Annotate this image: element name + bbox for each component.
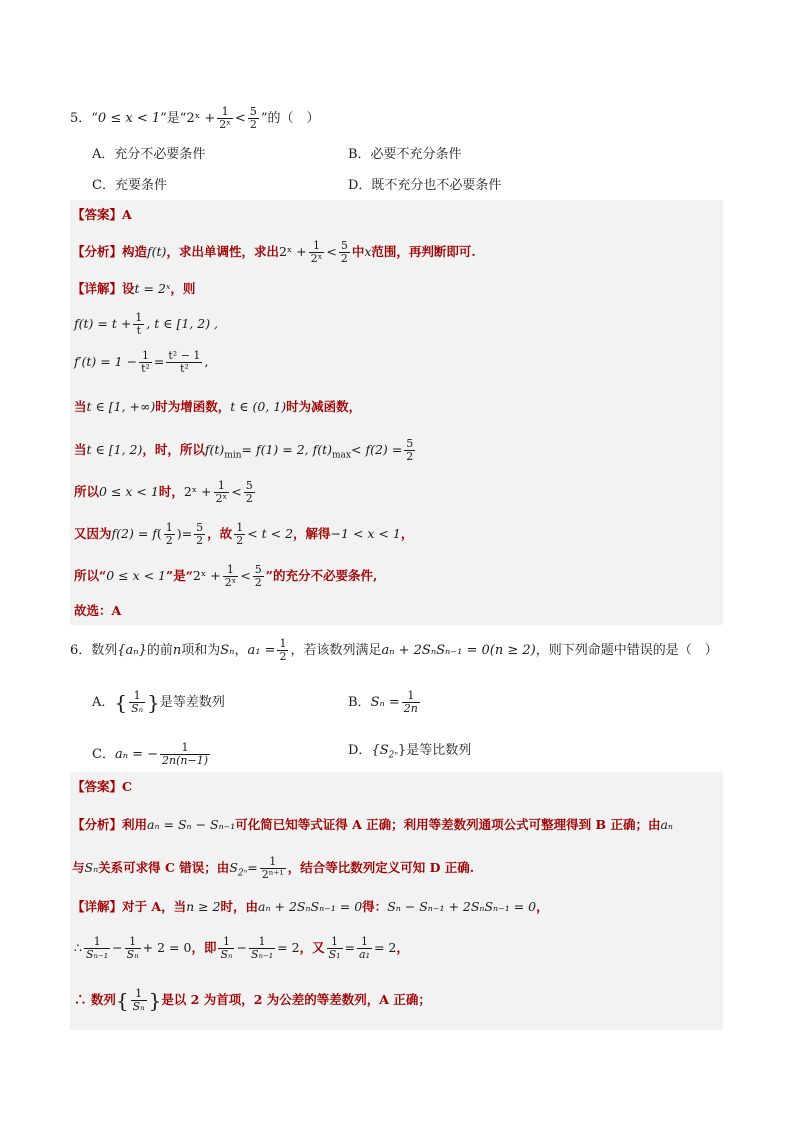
q5-analysis: 【分析】构造f(t)，求出单调性，求出2ˣ + $\frac{1}{\text{2ˣ}}$ < $\frac{5}{2}$ 中x范围，再判断即可.	[72, 239, 476, 265]
q6-answer: 【答案】C	[72, 779, 132, 794]
q5-detail-intro: 【详解】设t = 2ˣ，则	[72, 281, 196, 296]
q6-stem: 6．数列{aₙ}的前n项和为Sₙ，a₁ = $\frac{1}{2}$ ，若该数列满足aₙ + 2SₙSₙ₋₁ = 0(n ≥ 2)，则下列命题中错误的是（ ）	[70, 637, 718, 663]
q5-detail-line-2: f′(t) = 1 − $\frac{1}{\text{t²}}$ = $\frac{\text{t² − 1}}{\text{t²}}$ ,	[74, 349, 209, 375]
q5-detail-line-5: 所以0 ≤ x < 1时，2ˣ + $\frac{1}{\text{2ˣ}}$ < $\frac{5}{2}$	[74, 479, 253, 505]
q5-answer: 【答案】A	[72, 207, 132, 222]
q6-option-b: B．Sₙ = $\frac{1}{2n}$	[348, 689, 418, 715]
q5-stem: 5．“0 ≤ x < 1”是“2ˣ + $\frac{1}{\text{2ˣ}}$ < $\frac{5}{2}$ ”的（ ）	[70, 105, 320, 131]
q6-option-d: D．$\{S_{2^n}\}$是等比数列	[348, 743, 472, 761]
q6-solution-box	[70, 772, 723, 1030]
q5-detail-line-1: f(t) = t + $\frac{1}{t}$ , t ∈ [1, 2) ,	[74, 311, 219, 337]
q6-option-a: A．{ $\frac{1}{\text{Sₙ}}$ }是等差数列	[92, 689, 225, 715]
q5-option-c: C．充要条件	[92, 178, 167, 193]
q6-analysis-line-2: 与Sₙ关系可求得 C 错误；由$S_{2^n}=$ $\frac{1}{\text{2ⁿ⁺¹}}$ ，结合等比数列定义可知 D 正确.	[72, 855, 475, 881]
q5-detail-conclusion: 故选：A	[74, 603, 122, 618]
q5-detail-line-6: 又因为f(2) = f( $\frac{1}{2}$ )= $\frac{5}{2}$ ，故 $\frac{1}{2}$ < t < 2，解得−1 < x < 1，	[74, 521, 414, 547]
q6-detail-line-1: 【详解】对于 A，当n ≥ 2时，由aₙ + 2SₙSₙ₋₁ = 0得：Sₙ − Sₙ₋₁ + 2SₙSₙ₋₁ = 0，	[72, 899, 549, 914]
q6-analysis-line-1: 【分析】利用aₙ = Sₙ − Sₙ₋₁可化简已知等式证得 A 正确；利用等差数列通项公式可整理得到 B 正确；由aₙ	[72, 817, 673, 832]
q5-option-b: B．必要不充分条件	[348, 147, 462, 162]
q6-option-c: C．aₙ = − $\frac{1}{2n(n-1)}$	[92, 741, 208, 767]
q5-option-d: D．既不充分也不必要条件	[348, 178, 502, 193]
q5-detail-line-3: 当t ∈ [1, +∞)时为增函数，t ∈ (0, 1)时为减函数，	[74, 399, 362, 414]
q5-detail-line-7: 所以“0 ≤ x < 1”是“2ˣ + $\frac{1}{\text{2ˣ}}$ < $\frac{5}{2}$ ”的充分不必要条件,	[74, 563, 378, 589]
q6-detail-line-3: ∴ 数列{ $\frac{1}{\text{Sₙ}}$ }是以 2 为首项，2 为公差的等差数列，A 正确；	[74, 987, 431, 1013]
q6-detail-line-2: ∴ $\frac{1}{\text{Sₙ₋₁}}$ − $\frac{1}{\text{Sₙ}}$ + 2 = 0，即 $\frac{1}{\text{Sₙ}}$ − $\frac{1}{\text{Sₙ₋₁}}$ = 2，又 $\frac{1}{\text{S₁}}$ = $\frac{1}{\text{a₁}}$ = 2，	[74, 935, 409, 961]
q5-solution-box	[70, 200, 723, 625]
q5-option-a: A．充分不必要条件	[92, 147, 206, 162]
q5-detail-line-4: 当t ∈ [1, 2)，时，所以$f(t)_{min}= f(1) = 2$, $f(t)_{max}< f(2)$ = $\frac{5}{2}$	[74, 437, 414, 463]
